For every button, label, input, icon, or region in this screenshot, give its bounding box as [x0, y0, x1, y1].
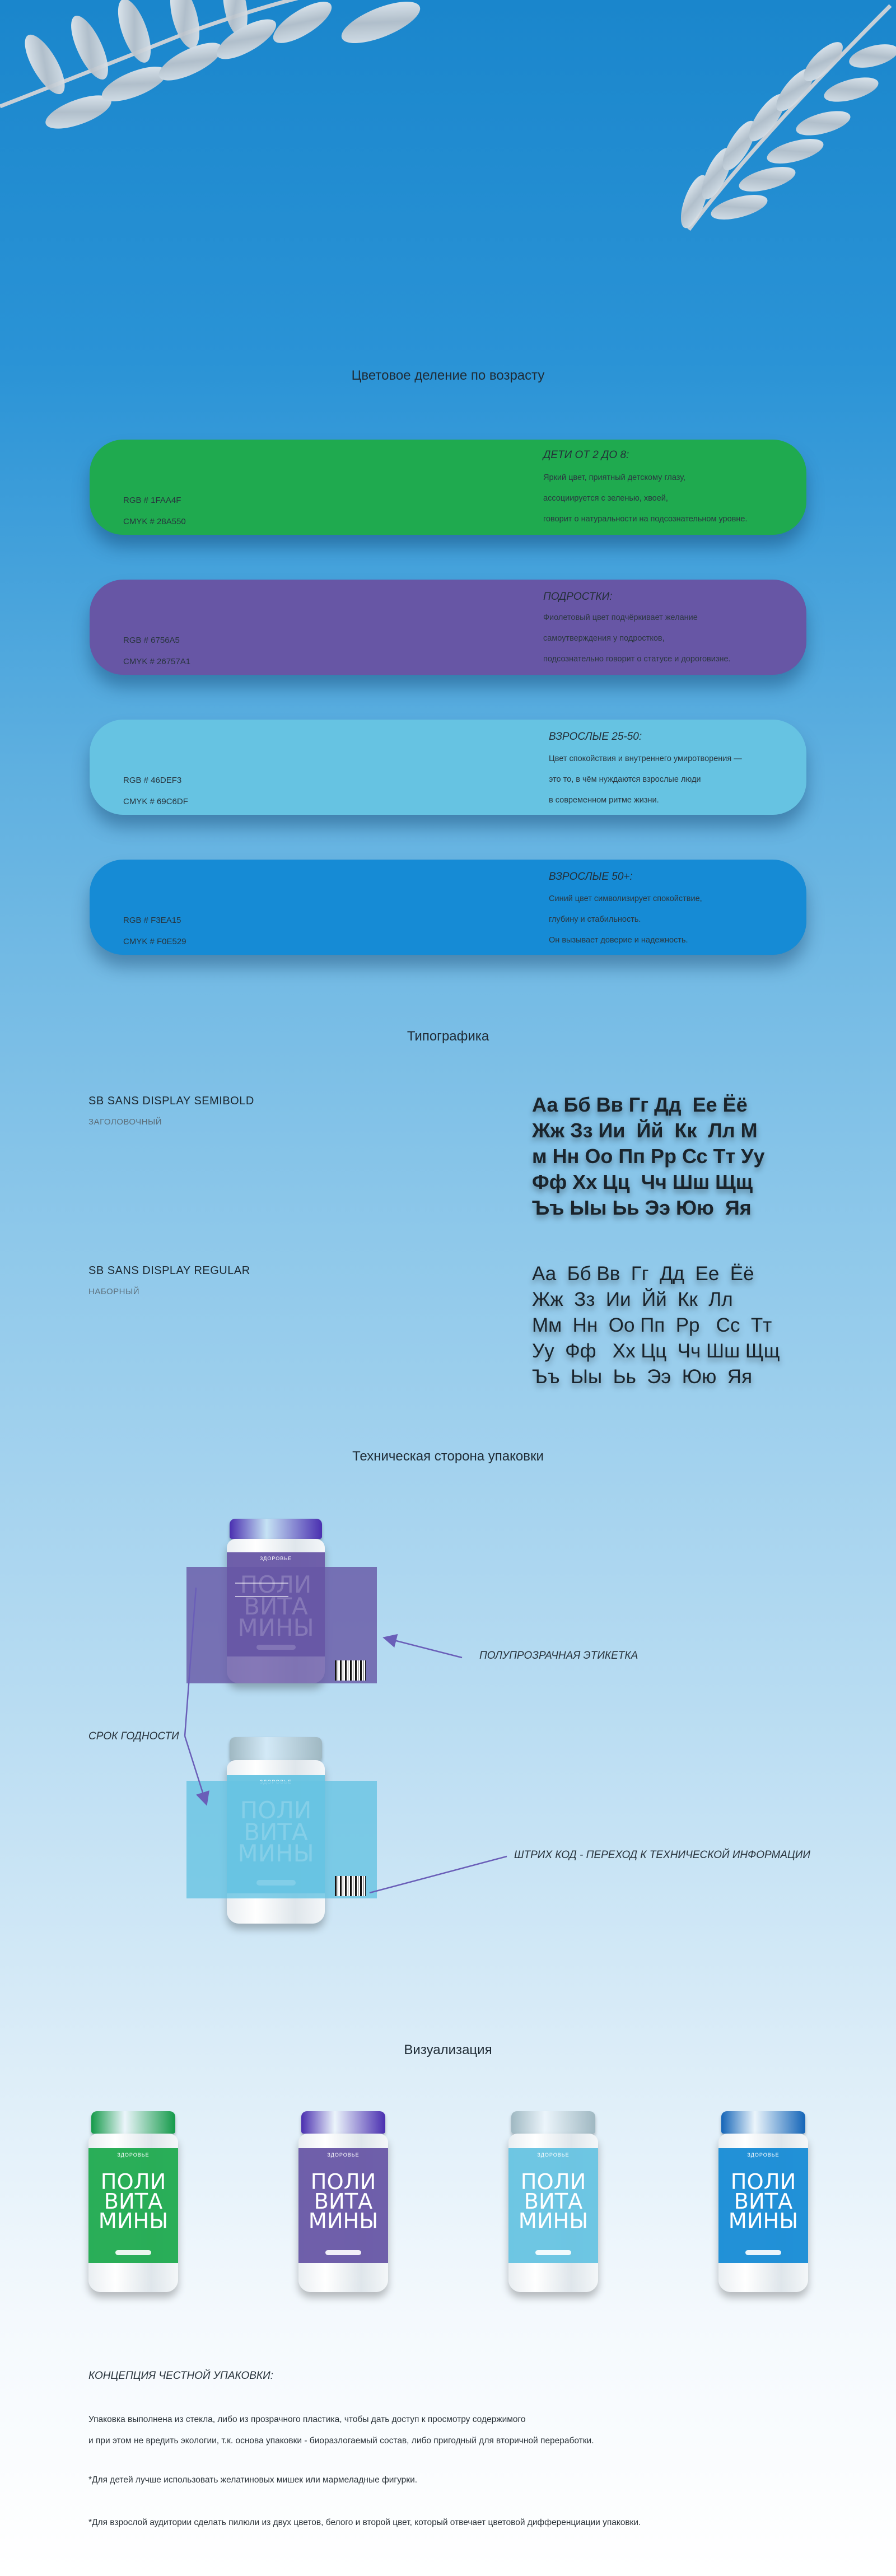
brand-text: ЗДОРОВЬЕ: [327, 2152, 360, 2158]
description-line: глубину и стабильность.: [549, 915, 641, 924]
jar-label-tag: [325, 2250, 361, 2256]
description-line: это то, в чём нуждаются взрослые люди: [549, 775, 701, 784]
leaf-branch-right-icon: [655, 0, 896, 235]
jar-lid: [511, 2111, 595, 2134]
age-colors-title: Цветовое деление по возрасту: [351, 368, 545, 383]
alphabet-line: Фф Хх Цц Чч Шш Щщ: [532, 1170, 753, 1193]
leaf-branch-left-icon: [0, 0, 437, 146]
product-name-line: ПОЛИ: [520, 2169, 586, 2195]
description-line: в современном ритме жизни.: [549, 796, 659, 805]
alphabet-line: Мм Нн Оо Пп Рр Сс Тт: [532, 1314, 772, 1336]
rgb-code: RGB # 6756A5: [123, 636, 180, 645]
brand-text: ЗДОРОВЬЕ: [117, 2152, 150, 2158]
jar-green: [88, 2111, 178, 2296]
font-name-semibold: SB SANS DISPLAY SEMIBOLD: [88, 1095, 254, 1107]
technical-title: Техническая сторона упаковки: [352, 1449, 544, 1464]
font-name-regular: SB SANS DISPLAY REGULAR: [88, 1264, 250, 1277]
color-bar-green: [90, 440, 806, 535]
age-caption: ВЗРОСЛЫЕ 25-50:: [549, 731, 642, 743]
expiry-note: СРОК ГОДНОСТИ: [88, 1730, 179, 1742]
description-line: Он вызывает доверие и надежность.: [549, 936, 688, 945]
jar-violet: [298, 2111, 388, 2296]
barcode-note: ШТРИХ КОД - ПЕРЕХОД К ТЕХНИЧЕСКОЙ ИНФОРМАЦИИ: [514, 1849, 810, 1861]
jar-lid: [301, 2111, 385, 2134]
product-name-line: ПОЛИ: [730, 2169, 796, 2195]
age-caption: ВЗРОСЛЫЕ 50+:: [549, 871, 633, 883]
product-name-line: МИНЫ: [518, 2209, 589, 2234]
alphabet-line: Аа Бб Вв Гг Дд Ее Ёё: [532, 1093, 748, 1116]
age-caption: ПОДРОСТКИ:: [543, 591, 613, 603]
product-name: [508, 2169, 598, 2234]
cmyk-code: CMYK # 28A550: [123, 517, 186, 526]
alphabet-line: Ъъ Ыы Ьь Ээ Юю Яя: [532, 1196, 752, 1219]
description-line: ассоциируется с зеленью, хвоей,: [543, 494, 668, 503]
cmyk-code: CMYK # 69C6DF: [123, 797, 188, 806]
product-name-line: МИНЫ: [308, 2209, 379, 2234]
typography-title: Типографика: [407, 1029, 489, 1044]
product-name-line: ВИТА: [734, 2189, 793, 2215]
color-bar-violet: [90, 580, 806, 675]
description-line: самоутверждения у подростков,: [543, 634, 665, 643]
brand-text: ЗДОРОВЬЕ: [537, 2152, 570, 2158]
jar-blue: [718, 2111, 808, 2296]
description-line: Фиолетовый цвет подчёркивает желание: [543, 613, 698, 622]
alphabet-line: Уу Фф Хх Цц Чч Шш Щщ: [532, 1340, 780, 1362]
product-name-line: ПОЛИ: [100, 2169, 166, 2195]
translucent-label-note: ПОЛУПРОЗРАЧНАЯ ЭТИКЕТКА: [479, 1650, 638, 1662]
alphabet-line: Жж Зз Ии Йй Кк Лл: [532, 1289, 733, 1310]
concept-title: КОНЦЕПЦИЯ ЧЕСТНОЙ УПАКОВКИ:: [88, 2370, 273, 2382]
jar-lightblue: [508, 2111, 598, 2296]
description-line: говорит о натуральности на подсознательном уровне.: [543, 515, 748, 524]
jar-lid: [91, 2111, 175, 2134]
visualization-title: Визуализация: [404, 2042, 492, 2057]
concept-paragraph: и при этом не вредить экологии, т.к. основа упаковки - биоразлогаемый состав, либо пригодный для вторичной переработки.: [88, 2436, 594, 2446]
font-role-regular: НАБОРНЫЙ: [88, 1287, 140, 1296]
product-name-line: МИНЫ: [98, 2209, 169, 2234]
jar-label-tag: [115, 2250, 151, 2256]
description-line: Яркий цвет, приятный детскому глазу,: [543, 473, 686, 482]
alphabet-sample-semibold: [532, 1093, 765, 1222]
concept-note: *Для детей лучше использовать желатиновых мишек или мармеладные фигурки.: [88, 2475, 418, 2485]
product-name-line: ПОЛИ: [310, 2169, 376, 2195]
rgb-code: RGB # F3EA15: [123, 916, 181, 925]
concept-paragraph: Упаковка выполнена из стекла, либо из прозрачного пластика, чтобы дать доступ к просмотру содержимого: [88, 2415, 526, 2424]
cmyk-code: CMYK # 26757A1: [123, 657, 191, 666]
jar-lid: [721, 2111, 805, 2134]
product-name-line: ВИТА: [524, 2189, 583, 2215]
alphabet-line: м Нн Оо Пп Рр Сс Тт Уу: [532, 1145, 765, 1168]
alphabet-line: Ъъ Ыы Ьь Ээ Юю Яя: [532, 1366, 753, 1388]
product-name-line: ВИТА: [104, 2189, 163, 2215]
description-line: Цвет спокойствия и внутреннего умиротворения —: [549, 754, 742, 763]
product-name: [718, 2169, 808, 2234]
concept-note: *Для взрослой аудитории сделать пилюли из двух цветов, белого и второй цвет, который отвечает цветовой дифференциации упаковки.: [88, 2518, 641, 2527]
color-bar-blue: [90, 860, 806, 955]
brand-text: ЗДОРОВЬЕ: [747, 2152, 780, 2158]
rgb-code: RGB # 46DEF3: [123, 776, 182, 785]
jar-label-tag: [745, 2250, 781, 2256]
alphabet-line: Аа Бб Вв Гг Дд Ее Ёё: [532, 1263, 754, 1285]
description-line: подсознательно говорит о статусе и дороговизне.: [543, 655, 731, 664]
rgb-code: RGB # 1FAA4F: [123, 496, 181, 505]
annotation-arrows: [0, 1512, 896, 1904]
age-caption: ДЕТИ ОТ 2 ДО 8:: [543, 449, 629, 461]
product-name: [298, 2169, 388, 2234]
color-bar-lightblue: [90, 720, 806, 815]
jar-label-tag: [535, 2250, 571, 2256]
cmyk-code: CMYK # F0E529: [123, 937, 186, 946]
product-name-line: ВИТА: [314, 2189, 373, 2215]
alphabet-line: Жж Зз Ии Йй Кк Лл М: [532, 1119, 758, 1142]
font-role-semibold: ЗАГОЛОВОЧНЫЙ: [88, 1117, 162, 1127]
alphabet-sample-regular: [532, 1263, 780, 1392]
brand-text: ЗДОРОВЬЕ: [259, 1556, 292, 1561]
product-name-line: МИНЫ: [728, 2209, 799, 2234]
description-line: Синий цвет символизирует спокойствие,: [549, 894, 702, 903]
product-name: [88, 2169, 178, 2234]
